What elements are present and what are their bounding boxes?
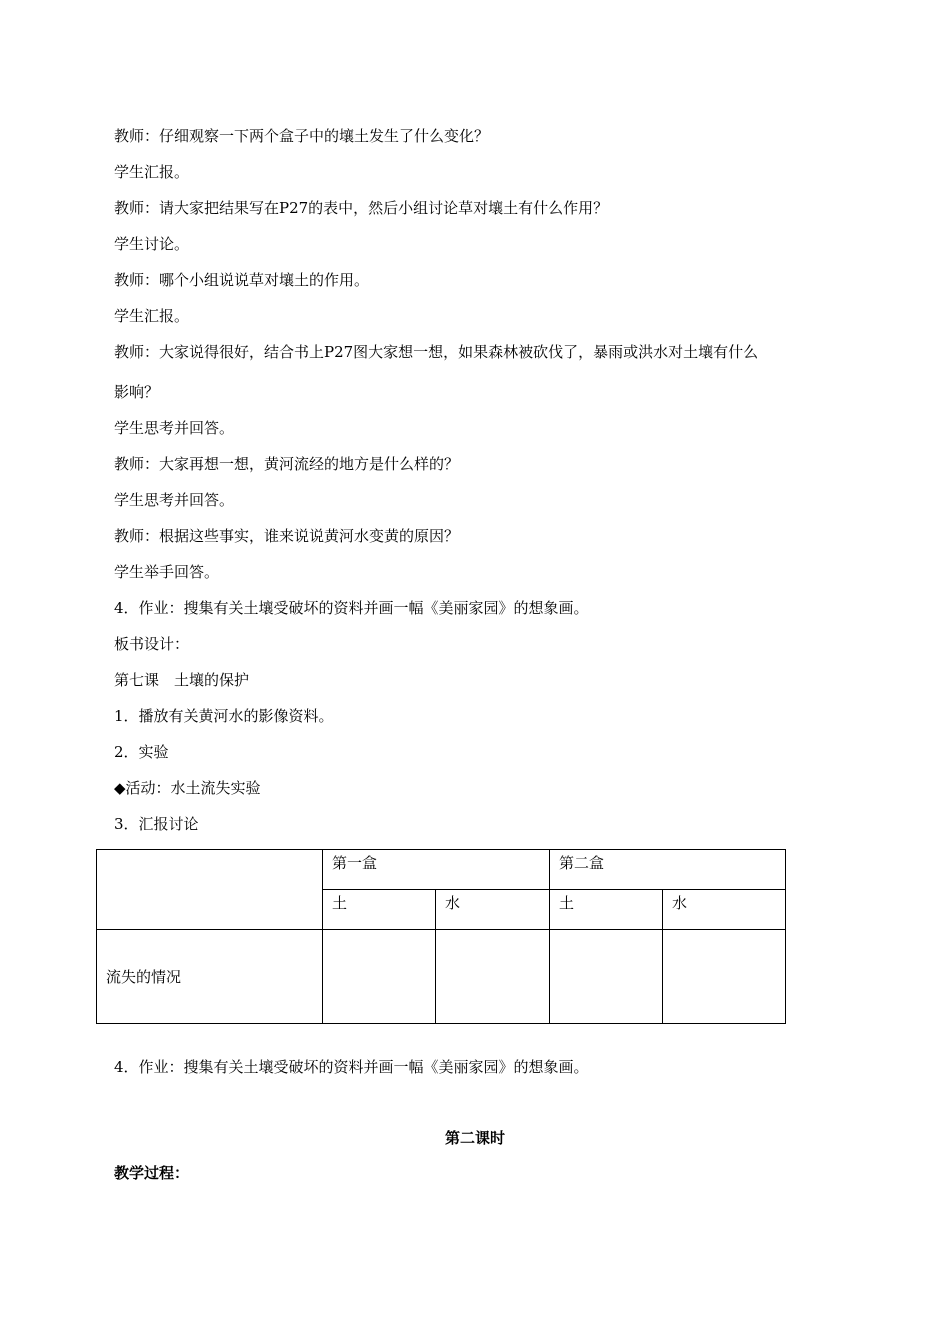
paragraph-line: 教师：根据这些事实，谁来说说黄河水变黄的原因？ <box>114 527 460 545</box>
board-item: 2．实验 <box>114 743 169 761</box>
board-item: 3．汇报讨论 <box>114 815 199 833</box>
board-design-heading: 板书设计： <box>114 635 190 653</box>
table-header-box2: 第二盒 <box>550 850 786 890</box>
paragraph-line: 教师：请大家把结果写在P27的表中，然后小组讨论草对壤土有什么作用？ <box>114 199 609 217</box>
section-title: 第二课时 <box>444 1129 505 1147</box>
table-cell-empty <box>97 850 323 930</box>
table-header-soil: 土 <box>323 890 436 930</box>
results-table <box>96 849 786 1024</box>
paragraph-line: 学生举手回答。 <box>114 563 220 581</box>
paragraph-line: 学生思考并回答。 <box>114 419 235 437</box>
paragraph-line: 学生思考并回答。 <box>114 491 235 509</box>
board-item: 1．播放有关黄河水的影像资料。 <box>114 707 334 725</box>
activity-item: ◆活动：水土流失实验 <box>114 779 261 797</box>
table-cell-empty <box>436 930 550 1024</box>
paragraph-line: 学生汇报。 <box>114 163 190 181</box>
table-row <box>97 850 786 890</box>
table-cell-empty <box>550 930 663 1024</box>
paragraph-line: 学生汇报。 <box>114 307 190 325</box>
lesson-title: 第七课 土壤的保护 <box>114 671 250 689</box>
table-cell-empty <box>663 930 786 1024</box>
homework-line: 4．作业：搜集有关土壤受破坏的资料并画一幅《美丽家园》的想象画。 <box>114 599 589 617</box>
table-row <box>97 930 786 1024</box>
process-label: 教学过程： <box>114 1164 190 1182</box>
paragraph-line: 教师：大家说得很好，结合书上P27图大家想一想，如果森林被砍伐了，暴雨或洪水对土壤有什么 <box>114 343 759 361</box>
table-header-box1: 第一盒 <box>323 850 550 890</box>
table-header-water: 水 <box>436 890 550 930</box>
table-row-label: 流失的情况 <box>97 930 323 1024</box>
table-header-water: 水 <box>663 890 786 930</box>
table-header-soil: 土 <box>550 890 663 930</box>
paragraph-line: 影响？ <box>114 383 160 401</box>
homework-line: 4．作业：搜集有关土壤受破坏的资料并画一幅《美丽家园》的想象画。 <box>114 1058 589 1076</box>
paragraph-line: 学生讨论。 <box>114 235 190 253</box>
paragraph-line: 教师：仔细观察一下两个盒子中的壤土发生了什么变化？ <box>114 127 490 145</box>
table-cell-empty <box>323 930 436 1024</box>
paragraph-line: 教师：哪个小组说说草对壤土的作用。 <box>114 271 370 289</box>
paragraph-line: 教师：大家再想一想，黄河流经的地方是什么样的？ <box>114 455 460 473</box>
